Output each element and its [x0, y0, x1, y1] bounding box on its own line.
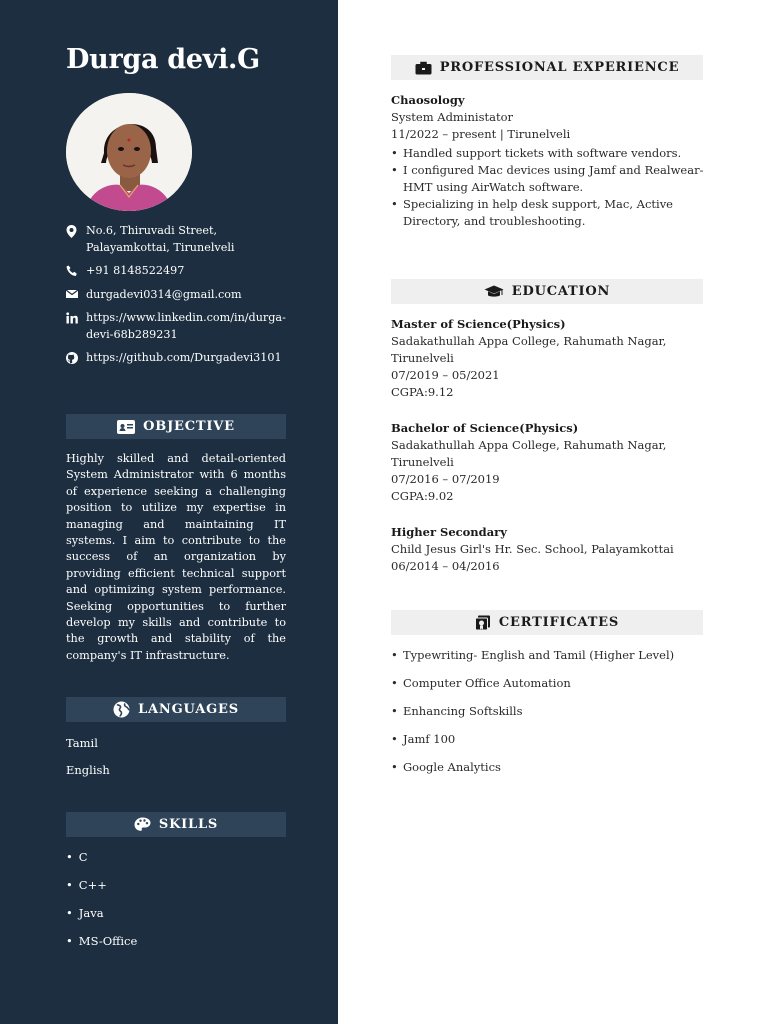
certificate-item: • Computer Office Automation	[391, 675, 703, 703]
envelope-icon	[66, 287, 86, 299]
experience-bullets	[391, 145, 706, 230]
sidebar	[0, 0, 338, 1024]
education-degree: Bachelor of Science(Physics)	[391, 421, 579, 435]
skills-heading	[66, 812, 286, 837]
education-grade: CGPA:9.02	[391, 489, 454, 503]
certificate-item: • Typewriting- English and Tamil (Higher Level)	[391, 647, 703, 675]
education-school: Sadakathullah Appa College, Rahumath Nagar, Tirunelveli	[391, 438, 667, 469]
education-entry	[391, 524, 706, 575]
address-row	[66, 223, 306, 256]
linkedin-url-line-2[interactable]: devi-68b289231	[86, 327, 178, 341]
certificates-heading-text: CERTIFICATES	[498, 615, 620, 630]
education-heading-text: EDUCATION	[511, 284, 611, 299]
education-grade: CGPA:9.12	[391, 385, 454, 399]
certificate-item: • Jamf 100	[391, 731, 703, 759]
skill-item: • C	[66, 849, 286, 877]
certificate-icon	[475, 615, 491, 631]
education-period: 07/2019 – 05/2021	[391, 368, 500, 382]
education-degree: Master of Science(Physics)	[391, 317, 566, 331]
experience-bullet: • Handled support tickets with software vendors.	[391, 145, 706, 162]
globe-icon	[113, 701, 130, 718]
skill-item: • Java	[66, 905, 286, 933]
contact-info	[66, 223, 306, 374]
address-line-2: Palayamkottai, Tirunelveli	[86, 240, 235, 254]
skill-item: • C++	[66, 877, 286, 905]
linkedin-icon	[66, 310, 86, 324]
certificate-item: • Google Analytics	[391, 759, 703, 787]
profile-photo	[66, 93, 192, 211]
portrait-illustration	[66, 93, 192, 211]
language-item: Tamil	[66, 736, 98, 750]
linkedin-row	[66, 310, 306, 343]
skill-item: • MS-Office	[66, 933, 286, 961]
languages-heading	[66, 697, 286, 722]
address-line-1: No.6, Thiruvadi Street,	[86, 224, 217, 237]
experience-heading-text: PROFESSIONAL EXPERIENCE	[439, 60, 680, 75]
certificate-item: • Enhancing Softskills	[391, 703, 703, 731]
linkedin-url-line-1[interactable]: https://www.linkedin.com/in/durga-	[86, 311, 286, 324]
briefcase-icon	[415, 61, 432, 75]
skills-heading-text: SKILLS	[158, 817, 219, 832]
github-url[interactable]: https://github.com/Durgadevi3101	[86, 351, 282, 364]
objective-text: Highly skilled and detail-oriented System Administrator with 6 months of experience seeking a challenging position to utilize my expertise in managing and maintaining IT systems. I aim to contribute to the success of an organization by providing efficient technical support and optimizing system performance. Seeking opportunities to further develop my skills and contribute to the growth and stability of the company's IT infrastructure.	[66, 452, 286, 662]
language-item: English	[66, 763, 110, 777]
github-icon	[66, 350, 86, 364]
graduation-cap-icon	[484, 285, 504, 299]
education-entry	[391, 420, 706, 505]
experience-entry	[391, 92, 706, 230]
experience-company: Chaosology	[391, 93, 465, 107]
experience-bullet: • I configured Mac devices using Jamf and Realwear-HMT using AirWatch software.	[391, 162, 706, 196]
languages-list	[66, 735, 286, 789]
education-period: 07/2016 – 07/2019	[391, 472, 500, 486]
email-row	[66, 287, 306, 304]
phone-icon	[66, 263, 86, 277]
linkedin-url[interactable]	[86, 310, 286, 343]
objective-heading	[66, 414, 286, 439]
phone-number[interactable]: +91 8148522497	[86, 264, 185, 277]
languages-heading-text: LANGUAGES	[138, 702, 239, 717]
palette-icon	[134, 817, 151, 833]
location-pin-icon	[66, 223, 86, 238]
certificates-heading	[391, 610, 703, 635]
certificates-list	[391, 647, 703, 787]
objective-heading-text: OBJECTIVE	[143, 419, 235, 434]
education-heading	[391, 279, 703, 304]
experience-period: 11/2022 – present | Tirunelveli	[391, 127, 571, 141]
phone-row	[66, 263, 306, 280]
education-period: 06/2014 – 04/2016	[391, 559, 500, 573]
experience-bullet: • Specializing in help desk support, Mac, Active Directory, and troubleshooting.	[391, 196, 706, 230]
education-degree: Higher Secondary	[391, 525, 507, 539]
education-school: Sadakathullah Appa College, Rahumath Nagar, Tirunelveli	[391, 334, 667, 365]
experience-heading	[391, 55, 703, 80]
experience-role: System Administator	[391, 110, 514, 124]
id-card-icon	[117, 420, 135, 434]
github-row	[66, 350, 306, 367]
candidate-name: Durga devi.G	[66, 44, 260, 75]
education-entry	[391, 316, 706, 401]
email-address[interactable]: durgadevi0314@gmail.com	[86, 287, 242, 301]
skills-list	[66, 849, 286, 961]
education-school: Child Jesus Girl's Hr. Sec. School, Palayamkottai	[391, 542, 674, 556]
